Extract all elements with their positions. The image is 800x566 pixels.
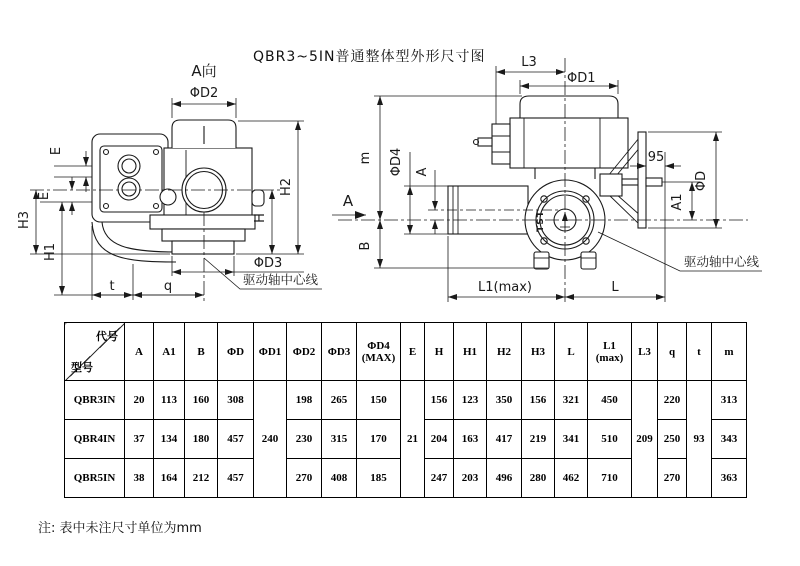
col-header-h1: H1 [454, 323, 487, 381]
header-row [65, 323, 747, 381]
drive-axis-label-left: 驱动轴中心线 [243, 272, 319, 287]
table-cell: 280 [522, 459, 555, 498]
dim-label-e-top: E [49, 146, 64, 156]
table-cell: 164 [154, 459, 185, 498]
table-cell: 350 [487, 381, 522, 420]
dim-label-a: A [415, 167, 430, 177]
table-cell: 37 [125, 420, 154, 459]
table-cell: 212 [185, 459, 218, 498]
dim-label-a1: A1 [670, 193, 685, 211]
table-cell: 204 [425, 420, 454, 459]
col-header-d3: ΦD3 [322, 323, 357, 381]
dim-label-e-bottom: E [37, 191, 52, 201]
motor-dome [520, 96, 618, 118]
col-header-d4: ΦD4 (MAX) [357, 323, 401, 381]
table-cell: 160 [185, 381, 218, 420]
col-header-m: m [712, 323, 747, 381]
table-cell: 180 [185, 420, 218, 459]
motor-top-body [510, 118, 628, 168]
dim-label-d3: ΦD3 [253, 256, 283, 271]
table-cell: 270 [287, 459, 322, 498]
col-header-b: B [185, 323, 218, 381]
table-cell: 710 [588, 459, 632, 498]
table-cell: 20 [125, 381, 154, 420]
dim-label-d4: ΦD4 [389, 147, 404, 177]
footnote: 注: 表中未注尺寸单位为mm [38, 521, 202, 536]
dim-label-m: m [358, 151, 373, 165]
col-header-l1: L1 (max) [588, 323, 632, 381]
table-cell: 134 [154, 420, 185, 459]
table-cell: 270 [658, 459, 687, 498]
side-boss [160, 189, 176, 205]
dim-label-d: ΦD [694, 170, 709, 192]
model-cell: QBR3IN [65, 381, 125, 420]
side-view-drawing [92, 120, 264, 262]
table-cell: 510 [588, 420, 632, 459]
col-header-h: H [425, 323, 454, 381]
table-cell: 156 [522, 381, 555, 420]
corner-label-code: 代号 [96, 331, 118, 343]
front-view-labels [343, 55, 760, 295]
table-cell: 363 [712, 459, 747, 498]
flange-plate-3 [172, 241, 234, 254]
side-knob [478, 138, 492, 146]
table-cell: 38 [125, 459, 154, 498]
page-title: QBR3~5IN普通整体型外形尺寸图 [253, 49, 486, 65]
side-lug [252, 190, 264, 206]
corner-header [65, 323, 125, 381]
view-direction-label: A [342, 192, 354, 210]
col-header-d: ΦD [218, 323, 254, 381]
col-header-a: A [125, 323, 154, 381]
table-cell: 220 [658, 381, 687, 420]
front-view-drawing [448, 96, 662, 269]
dim-label-b: B [358, 241, 373, 251]
dim-label-h2: H2 [279, 177, 294, 197]
table-cell: 308 [218, 381, 254, 420]
table-cell: 185 [357, 459, 401, 498]
corner-label-model: 型号 [71, 362, 93, 374]
table-cell: 462 [555, 459, 588, 498]
table-cell: 417 [487, 420, 522, 459]
table-cell: 247 [425, 459, 454, 498]
table-cell: 457 [218, 420, 254, 459]
table-cell: 123 [454, 381, 487, 420]
merged-cell-e: 21 [401, 381, 425, 498]
dim-label-h1: H1 [43, 242, 58, 262]
table-cell: 341 [555, 420, 588, 459]
merged-cell-t: 93 [687, 381, 712, 498]
shaft-end-cap [646, 178, 662, 186]
col-header-t: t [687, 323, 712, 381]
flange-plate-1 [150, 215, 255, 229]
brand-logo-text: TST [536, 210, 546, 232]
col-header-d2: ΦD2 [287, 323, 322, 381]
dim-label-95: 95 [647, 150, 665, 165]
terminal-box-front [492, 124, 510, 164]
table-cell: 408 [322, 459, 357, 498]
col-header-h3: H3 [522, 323, 555, 381]
table-cell: 343 [712, 420, 747, 459]
view-a-label: A向 [191, 62, 217, 80]
foot-left [534, 252, 549, 269]
table-cell: 163 [454, 420, 487, 459]
table-cell: 203 [454, 459, 487, 498]
dim-label-l1: L1(max) [478, 280, 532, 295]
table-row-qbr3in [65, 381, 747, 420]
dim-label-h3: H3 [17, 210, 32, 230]
model-cell: QBR4IN [65, 420, 125, 459]
table-cell: 198 [287, 381, 322, 420]
table-cell: 230 [287, 420, 322, 459]
dim-label-q: q [163, 279, 173, 294]
col-header-e: E [401, 323, 425, 381]
foot-right [581, 252, 596, 269]
table-cell: 250 [658, 420, 687, 459]
table-cell: 457 [218, 459, 254, 498]
flange-plate-2 [162, 229, 245, 241]
table-cell: 219 [522, 420, 555, 459]
col-header-q: q [658, 323, 687, 381]
dim-label-l: L [611, 280, 619, 295]
col-header-l: L [555, 323, 588, 381]
merged-cell-l3: 209 [632, 381, 658, 498]
col-header-l3: L3 [632, 323, 658, 381]
table-cell: 321 [555, 381, 588, 420]
table-cell: 450 [588, 381, 632, 420]
table-cell: 265 [322, 381, 357, 420]
merged-cell-d1: 240 [254, 381, 287, 498]
dim-label-d2: ΦD2 [189, 86, 219, 101]
table-cell: 113 [154, 381, 185, 420]
dim-label-l3: L3 [521, 55, 537, 70]
table-cell: 313 [712, 381, 747, 420]
handwheel-hub [600, 174, 622, 196]
table-cell: 496 [487, 459, 522, 498]
col-header-d1: ΦD1 [254, 323, 287, 381]
dim-label-t: t [109, 279, 115, 294]
table-cell: 315 [322, 420, 357, 459]
col-header-a1: A1 [154, 323, 185, 381]
col-header-h2: H2 [487, 323, 522, 381]
table-cell: 150 [357, 381, 401, 420]
dimension-table [64, 322, 747, 498]
terminal-box-face [100, 146, 162, 212]
dim-label-h: H [253, 213, 268, 223]
dim-label-d1: ΦD1 [567, 71, 596, 86]
handwheel-rim [638, 132, 646, 228]
table-cell: 170 [357, 420, 401, 459]
table-cell: 156 [425, 381, 454, 420]
model-cell: QBR5IN [65, 459, 125, 498]
drive-axis-label-right: 驱动轴中心线 [684, 254, 760, 269]
